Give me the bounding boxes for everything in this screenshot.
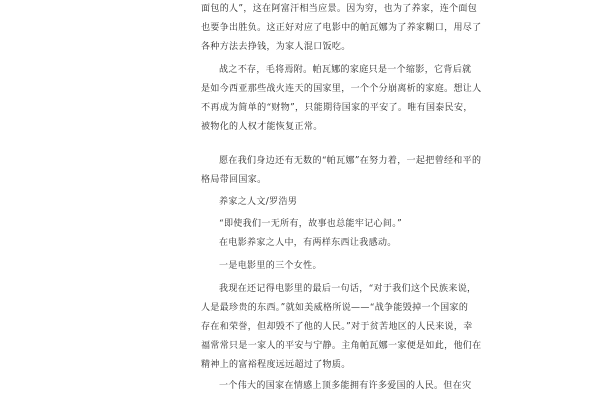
text-line: 人是最珍贵的东西。”就如美威格所说——“战争能毁掉一个国家的 (201, 303, 469, 313)
text-line: 我现在还记得电影里的最后一句话，“对于我们这个民族来说， (219, 284, 477, 294)
text-line: 一是电影里的三个女性。 (219, 261, 322, 271)
section-heading: 养家之人文/罗浩男 (219, 197, 298, 207)
text-line: 福常常只是一家人的平安与宁静。主角帕瓦娜一家便是如此，他们在 (201, 341, 482, 351)
text-line: 存在和荣誉，但却毁不了他的人民。”对于贫苦地区的人民来说，幸 (201, 322, 473, 332)
text-line: 愿在我们身边还有无数的“帕瓦娜”在努力着，一起把曾经和平的 (219, 156, 482, 166)
text-line: 各种方法去挣钱，为家人混口饭吃。 (201, 42, 351, 52)
text-line: 一个伟大的国家在情感上顶多能拥有许多爱国的人民。但在灾 (219, 381, 472, 391)
text-line: 在电影养家之人中，有两样东西让我感动。 (219, 238, 397, 248)
text-line: 被物化的人权才能恢复正常。 (201, 122, 323, 132)
text-line: 面包的人”，这在阿富汗相当应景。因为穷，也为了养家，连个面包 (201, 4, 478, 14)
text-line: 格局带回国家。 (201, 175, 267, 185)
text-line: 是如今西亚那些战火连天的国家里，一个个分崩离析的家庭。想让人 (201, 84, 482, 94)
document-page (201, 0, 482, 400)
text-line: 战之不存，毛将焉附。帕瓦娜的家庭只是一个缩影，它背后就 (219, 65, 472, 75)
text-line: “即使我们一无所有，故事也总能牢记心间。” (219, 219, 403, 229)
text-line: 精神上的富裕程度远远超过了物质。 (201, 360, 351, 370)
text-line: 不再成为简单的“财物”，只能期待国家的平安了。唯有国泰民安， (201, 103, 473, 113)
text-line: 也要争出胜负。这正好对应了电影中的帕瓦娜为了养家糊口，用尽了 (201, 23, 482, 33)
